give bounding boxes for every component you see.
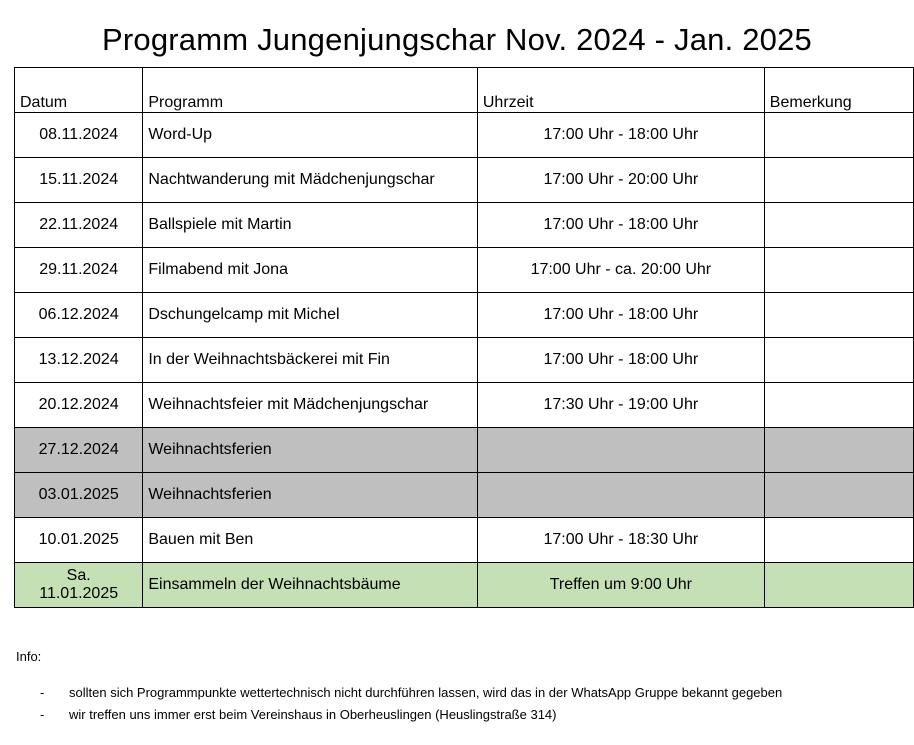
date-cell: 22.11.2024 [15,203,143,248]
remark-cell [764,248,913,293]
header-date: Datum [15,68,143,113]
time-cell: 17:00 Uhr - 18:00 Uhr [477,203,764,248]
info-note-text: wir treffen uns immer erst beim Vereinshaus in Oberheuslingen (Heuslingstraße 314) [69,707,557,722]
header-time: Uhrzeit [477,68,764,113]
info-note [40,685,782,707]
program-cell: In der Weihnachtsbäckerei mit Fin [143,338,478,383]
table-row [15,158,914,203]
remark-cell [764,113,913,158]
remark-cell [764,518,913,563]
table-row [15,248,914,293]
program-cell: Word-Up [143,113,478,158]
info-note [40,707,782,729]
table-row [15,338,914,383]
table-row-holiday [15,473,914,518]
time-cell: 17:30 Uhr - 19:00 Uhr [477,383,764,428]
table-row [15,113,914,158]
program-table [14,67,914,608]
info-label: Info: [16,649,42,664]
program-cell: Ballspiele mit Martin [143,203,478,248]
date-cell: 13.12.2024 [15,338,143,383]
info-notes [40,685,782,729]
time-cell: 17:00 Uhr - 18:00 Uhr [477,113,764,158]
date-cell: 06.12.2024 [15,293,143,338]
time-cell: 17:00 Uhr - 18:30 Uhr [477,518,764,563]
remark-cell [764,428,913,473]
table-row [15,518,914,563]
table-row [15,383,914,428]
date-cell: 20.12.2024 [15,383,143,428]
table-row [15,293,914,338]
time-cell: Treffen um 9:00 Uhr [477,563,764,608]
date-cell: 10.01.2025 [15,518,143,563]
program-cell: Bauen mit Ben [143,518,478,563]
time-cell: 17:00 Uhr - 18:00 Uhr [477,338,764,383]
header-program: Programm [143,68,478,113]
date-cell: 15.11.2024 [15,158,143,203]
time-cell: 17:00 Uhr - ca. 20:00 Uhr [477,248,764,293]
program-cell: Nachtwanderung mit Mädchenjungschar [143,158,478,203]
remark-cell [764,338,913,383]
program-cell: Weihnachtsferien [143,428,478,473]
remark-cell [764,473,913,518]
remark-cell [764,158,913,203]
remark-cell [764,563,913,608]
remark-cell [764,293,913,338]
date-cell: 08.11.2024 [15,113,143,158]
time-cell: 17:00 Uhr - 20:00 Uhr [477,158,764,203]
date-cell: 29.11.2024 [15,248,143,293]
info-note-text: sollten sich Programmpunkte wettertechnisch nicht durchführen lassen, wird das in der WhatsApp Gruppe bekannt gegeben [69,685,783,700]
date-value: 11.01.2025 [39,585,119,602]
remark-cell [764,383,913,428]
remark-cell [764,203,913,248]
date-weekday: Sa. [66,567,91,584]
page-title: Programm Jungenjungschar Nov. 2024 - Jan. 2025 [102,22,812,57]
bullet-dash: - [40,685,45,700]
time-cell [477,428,764,473]
table-row [15,203,914,248]
program-cell: Dschungelcamp mit Michel [143,293,478,338]
date-cell: 27.12.2024 [15,428,143,473]
program-cell: Filmabend mit Jona [143,248,478,293]
table-row-special [15,563,914,608]
header-remark: Bemerkung [764,68,913,113]
program-cell: Weihnachtsfeier mit Mädchenjungschar [143,383,478,428]
time-cell: 17:00 Uhr - 18:00 Uhr [477,293,764,338]
time-cell [477,473,764,518]
date-cell [15,563,143,608]
date-cell: 03.01.2025 [15,473,143,518]
program-cell: Weihnachtsferien [143,473,478,518]
table-header-row [15,68,914,113]
bullet-dash: - [40,707,45,722]
program-cell: Einsammeln der Weihnachtsbäume [143,563,478,608]
table-row-holiday [15,428,914,473]
